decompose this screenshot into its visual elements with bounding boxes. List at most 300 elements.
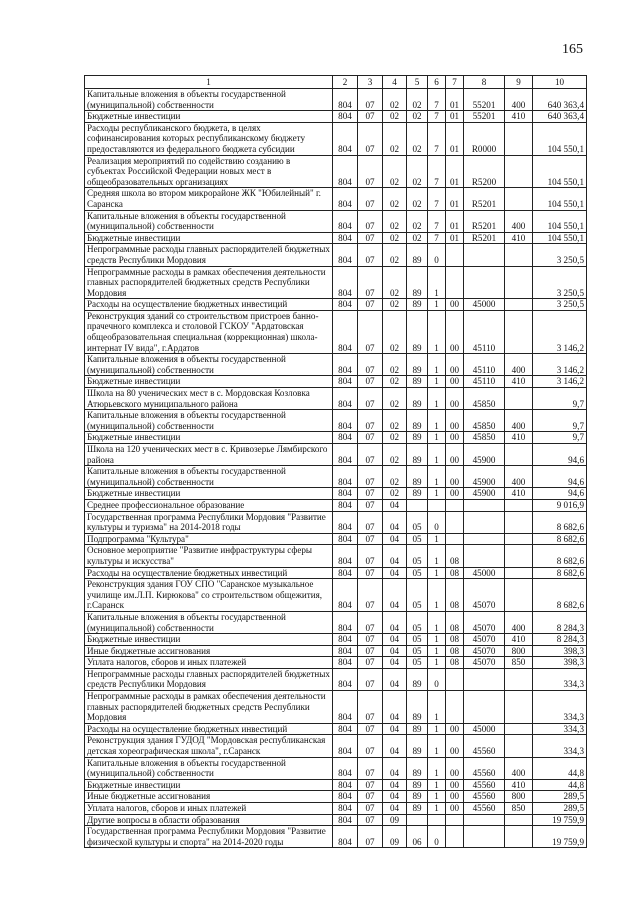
row-amount: 44,8 xyxy=(533,757,587,779)
row-code: 89 xyxy=(407,266,428,299)
table-row xyxy=(85,567,587,579)
row-code: 00 xyxy=(446,757,464,779)
row-code: 05 xyxy=(407,545,428,567)
row-description: Непрограммные расходы в рамках обеспечения деятельности главных распорядителей бюджетных средств Республики Мордовия xyxy=(85,266,333,299)
row-code: 02 xyxy=(383,244,407,266)
row-code: 07 xyxy=(358,611,383,633)
row-code: 804 xyxy=(333,432,358,444)
row-code: 07 xyxy=(358,388,383,410)
row-code: 45560 xyxy=(464,779,505,791)
row-code xyxy=(505,567,533,579)
row-code: 1 xyxy=(428,432,446,444)
row-description: Школа на 80 ученических мест в с. Мордовская Козловка Атюрьевского муниципального района xyxy=(85,388,333,410)
row-code: 00 xyxy=(446,791,464,803)
row-code: 410 xyxy=(505,488,533,500)
row-code: 89 xyxy=(407,466,428,488)
row-code: 804 xyxy=(333,376,358,388)
row-code: 7 xyxy=(428,155,446,188)
row-amount: 104 550,1 xyxy=(533,188,587,210)
row-code: 04 xyxy=(383,791,407,803)
row-description: Средняя школа во втором микрорайоне ЖК "Юбилейный" г. Саранска xyxy=(85,188,333,210)
row-code: 01 xyxy=(446,210,464,232)
row-code xyxy=(446,244,464,266)
row-code: 1 xyxy=(428,376,446,388)
row-code xyxy=(505,310,533,353)
row-code xyxy=(464,499,505,511)
row-code: 07 xyxy=(358,89,383,111)
row-amount: 9,7 xyxy=(533,410,587,432)
row-code xyxy=(428,499,446,511)
row-code: 02 xyxy=(383,111,407,123)
row-code: 07 xyxy=(358,511,383,533)
row-code: 1 xyxy=(428,266,446,299)
row-code: 89 xyxy=(407,410,428,432)
row-code: 00 xyxy=(446,488,464,500)
row-code: 7 xyxy=(428,89,446,111)
row-code: 00 xyxy=(446,735,464,757)
table-row xyxy=(85,244,587,266)
row-description: Бюджетные инвестиции xyxy=(85,634,333,646)
row-amount: 94,6 xyxy=(533,444,587,466)
row-amount: 334,3 xyxy=(533,691,587,724)
row-code: 04 xyxy=(383,545,407,567)
row-description: Расходы на осуществление бюджетных инвестиций xyxy=(85,299,333,311)
row-code: 804 xyxy=(333,511,358,533)
row-code: R5201 xyxy=(464,232,505,244)
row-code: 1 xyxy=(428,645,446,657)
table-row xyxy=(85,499,587,511)
row-code: 1 xyxy=(428,410,446,432)
row-code: 04 xyxy=(383,579,407,612)
row-code xyxy=(505,533,533,545)
row-amount: 334,3 xyxy=(533,723,587,735)
table-row xyxy=(85,814,587,826)
row-code: 1 xyxy=(428,779,446,791)
row-code: 45560 xyxy=(464,757,505,779)
row-code: 02 xyxy=(383,210,407,232)
row-description: Непрограммные расходы главных распорядителей бюджетных средств Республики Мордовия xyxy=(85,668,333,690)
row-code: 804 xyxy=(333,444,358,466)
row-code: 400 xyxy=(505,89,533,111)
row-code: 804 xyxy=(333,488,358,500)
row-code: 804 xyxy=(333,188,358,210)
row-code xyxy=(446,499,464,511)
row-code: 850 xyxy=(505,803,533,815)
row-code: 02 xyxy=(383,89,407,111)
col-header: 8 xyxy=(464,76,505,89)
row-description: Капитальные вложения в объекты государственной (муниципальной) собственности xyxy=(85,89,333,111)
row-code: 08 xyxy=(446,545,464,567)
row-code: 07 xyxy=(358,826,383,848)
row-code: 07 xyxy=(358,814,383,826)
row-code: 02 xyxy=(383,266,407,299)
table-row xyxy=(85,444,587,466)
row-code: 804 xyxy=(333,354,358,376)
row-code: R0000 xyxy=(464,122,505,155)
row-code: 400 xyxy=(505,611,533,633)
row-code xyxy=(446,814,464,826)
row-code: 89 xyxy=(407,691,428,724)
col-header: 3 xyxy=(358,76,383,89)
row-code: 804 xyxy=(333,779,358,791)
row-code: 410 xyxy=(505,376,533,388)
row-code xyxy=(505,266,533,299)
table-row xyxy=(85,376,587,388)
row-code: 01 xyxy=(446,188,464,210)
row-code xyxy=(505,691,533,724)
row-code: 804 xyxy=(333,668,358,690)
row-code: 07 xyxy=(358,122,383,155)
row-code: 1 xyxy=(428,723,446,735)
row-description: Реализация мероприятий по содействию созданию в субъектах Российской Федерации новых мест в общеобразовательных организациях xyxy=(85,155,333,188)
row-code: 1 xyxy=(428,466,446,488)
row-code: 07 xyxy=(358,567,383,579)
row-code: 89 xyxy=(407,488,428,500)
row-code: 89 xyxy=(407,779,428,791)
row-code xyxy=(464,826,505,848)
row-code: 02 xyxy=(383,354,407,376)
table-row xyxy=(85,111,587,123)
row-code: 02 xyxy=(383,432,407,444)
row-code: 89 xyxy=(407,757,428,779)
row-code: 7 xyxy=(428,122,446,155)
row-code xyxy=(464,691,505,724)
row-code: 07 xyxy=(358,210,383,232)
row-code: 02 xyxy=(383,488,407,500)
row-description: Основное мероприятие "Развитие инфраструктуры сферы культуры и искусства" xyxy=(85,545,333,567)
row-code: 1 xyxy=(428,488,446,500)
col-header: 10 xyxy=(533,76,587,89)
row-code xyxy=(428,814,446,826)
row-amount: 398,3 xyxy=(533,645,587,657)
row-amount: 334,3 xyxy=(533,735,587,757)
row-code: 1 xyxy=(428,310,446,353)
row-code: 04 xyxy=(383,735,407,757)
row-code: 07 xyxy=(358,232,383,244)
row-code: 08 xyxy=(446,611,464,633)
table-row xyxy=(85,791,587,803)
row-code: 800 xyxy=(505,645,533,657)
row-code: 02 xyxy=(407,111,428,123)
row-code: 00 xyxy=(446,779,464,791)
row-code: 45560 xyxy=(464,803,505,815)
row-code xyxy=(446,691,464,724)
row-code xyxy=(505,444,533,466)
row-code: 45900 xyxy=(464,466,505,488)
row-code: 07 xyxy=(358,803,383,815)
row-code: 08 xyxy=(446,634,464,646)
table-row xyxy=(85,757,587,779)
row-code: 804 xyxy=(333,244,358,266)
row-code xyxy=(505,122,533,155)
row-description: Капитальные вложения в объекты государственной (муниципальной) собственности xyxy=(85,210,333,232)
row-code: 410 xyxy=(505,634,533,646)
row-code: 02 xyxy=(383,376,407,388)
row-code: 02 xyxy=(383,299,407,311)
row-code: 1 xyxy=(428,567,446,579)
row-code: 89 xyxy=(407,803,428,815)
row-code xyxy=(446,668,464,690)
row-amount: 640 363,4 xyxy=(533,111,587,123)
row-amount: 3 250,5 xyxy=(533,266,587,299)
row-code: 07 xyxy=(358,432,383,444)
row-code: 04 xyxy=(383,645,407,657)
row-code: 804 xyxy=(333,645,358,657)
row-code: 45070 xyxy=(464,611,505,633)
table-row xyxy=(85,691,587,724)
table-row xyxy=(85,210,587,232)
row-amount: 8 682,6 xyxy=(533,533,587,545)
row-code: 07 xyxy=(358,376,383,388)
table-row xyxy=(85,388,587,410)
row-code: 1 xyxy=(428,388,446,410)
row-code: 00 xyxy=(446,723,464,735)
row-code: 45110 xyxy=(464,310,505,353)
row-code xyxy=(446,533,464,545)
row-code: 00 xyxy=(446,299,464,311)
table-row xyxy=(85,533,587,545)
row-code: 0 xyxy=(428,511,446,533)
row-code: 07 xyxy=(358,155,383,188)
row-description: Реконструкция зданий со строительством пристроев банно-прачечного комплекса и столовой ГСКОУ "Ардатовская общеобразовательная специальная (коррекционная) школа-интернат IV вида", г.Ардатов xyxy=(85,310,333,353)
row-code: 07 xyxy=(358,691,383,724)
row-code: 05 xyxy=(407,645,428,657)
row-amount: 9 016,9 xyxy=(533,499,587,511)
row-code: 804 xyxy=(333,499,358,511)
row-description: Капитальные вложения в объекты государственной (муниципальной) собственности xyxy=(85,354,333,376)
row-code: 07 xyxy=(358,111,383,123)
row-code: 07 xyxy=(358,579,383,612)
row-code xyxy=(505,188,533,210)
row-code: 00 xyxy=(446,432,464,444)
row-code: 07 xyxy=(358,310,383,353)
row-code: 1 xyxy=(428,757,446,779)
row-code: 89 xyxy=(407,244,428,266)
row-code: R5201 xyxy=(464,188,505,210)
row-code: 410 xyxy=(505,779,533,791)
table-row xyxy=(85,579,587,612)
row-code: 89 xyxy=(407,791,428,803)
row-description: Бюджетные инвестиции xyxy=(85,111,333,123)
table-row xyxy=(85,155,587,188)
table-row xyxy=(85,803,587,815)
row-code: 08 xyxy=(446,657,464,669)
row-code: 1 xyxy=(428,611,446,633)
row-code: 804 xyxy=(333,723,358,735)
table-row xyxy=(85,310,587,353)
row-code: 05 xyxy=(407,567,428,579)
row-code: 06 xyxy=(407,826,428,848)
row-code: 89 xyxy=(407,735,428,757)
row-code: 804 xyxy=(333,567,358,579)
row-amount: 94,6 xyxy=(533,488,587,500)
table-row xyxy=(85,668,587,690)
table-row xyxy=(85,611,587,633)
row-code: 45900 xyxy=(464,444,505,466)
row-amount: 104 550,1 xyxy=(533,232,587,244)
row-code xyxy=(464,244,505,266)
row-description: Бюджетные инвестиции xyxy=(85,779,333,791)
row-amount: 9,7 xyxy=(533,432,587,444)
table-body xyxy=(85,89,587,848)
page-number: 165 xyxy=(562,42,583,57)
row-code: 804 xyxy=(333,466,358,488)
row-code: 89 xyxy=(407,444,428,466)
row-code: 02 xyxy=(383,232,407,244)
row-code: 1 xyxy=(428,444,446,466)
row-description: Государственная программа Республики Мордовия "Развитие физической культуры и спорта" на 2014-2020 годы xyxy=(85,826,333,848)
row-code xyxy=(464,668,505,690)
row-code: 804 xyxy=(333,579,358,612)
row-code: 01 xyxy=(446,111,464,123)
row-code: 1 xyxy=(428,691,446,724)
row-description: Иные бюджетные ассигнования xyxy=(85,645,333,657)
row-code: 804 xyxy=(333,814,358,826)
row-code: 07 xyxy=(358,188,383,210)
row-code: 804 xyxy=(333,757,358,779)
row-code: 07 xyxy=(358,354,383,376)
row-code: 07 xyxy=(358,668,383,690)
row-code: 804 xyxy=(333,310,358,353)
table-row xyxy=(85,410,587,432)
row-code: 804 xyxy=(333,657,358,669)
row-code: 7 xyxy=(428,210,446,232)
row-code: 04 xyxy=(383,611,407,633)
row-code: 1 xyxy=(428,791,446,803)
row-code: 804 xyxy=(333,791,358,803)
row-code: 07 xyxy=(358,444,383,466)
row-code: 7 xyxy=(428,232,446,244)
row-code: 00 xyxy=(446,803,464,815)
row-code: 804 xyxy=(333,826,358,848)
row-amount: 289,5 xyxy=(533,791,587,803)
row-code: 804 xyxy=(333,89,358,111)
row-code xyxy=(505,545,533,567)
row-code: 89 xyxy=(407,354,428,376)
row-code: 02 xyxy=(383,188,407,210)
row-code: 02 xyxy=(383,122,407,155)
row-code: 05 xyxy=(407,657,428,669)
row-code xyxy=(407,499,428,511)
row-amount: 3 146,2 xyxy=(533,310,587,353)
row-description: Среднее профессиональное образование xyxy=(85,499,333,511)
table-row xyxy=(85,657,587,669)
row-code: 7 xyxy=(428,188,446,210)
row-code: 0 xyxy=(428,244,446,266)
row-description: Непрограммные расходы главных распорядителей бюджетных средств Республики Мордовия xyxy=(85,244,333,266)
row-code: 00 xyxy=(446,376,464,388)
row-code xyxy=(505,723,533,735)
table-row xyxy=(85,511,587,533)
row-code: 07 xyxy=(358,723,383,735)
row-code: 410 xyxy=(505,432,533,444)
table-row xyxy=(85,826,587,848)
col-header: 5 xyxy=(407,76,428,89)
row-code xyxy=(505,244,533,266)
row-code: 07 xyxy=(358,466,383,488)
row-code: 07 xyxy=(358,645,383,657)
row-code: 08 xyxy=(446,567,464,579)
row-code: 1 xyxy=(428,299,446,311)
row-code: 89 xyxy=(407,388,428,410)
row-code: 45850 xyxy=(464,388,505,410)
row-description: Капитальные вложения в объекты государственной (муниципальной) собственности xyxy=(85,410,333,432)
table-row xyxy=(85,634,587,646)
row-code: 45070 xyxy=(464,579,505,612)
row-description: Реконструкция здания ГОУ СПО "Саранское музыкальное училище им.Л.П. Кирюкова" со строительством общежития, г.Саранск xyxy=(85,579,333,612)
row-code: 04 xyxy=(383,668,407,690)
row-code: 800 xyxy=(505,791,533,803)
table-header-row xyxy=(85,76,587,89)
row-code xyxy=(446,511,464,533)
table-row xyxy=(85,188,587,210)
row-code: 05 xyxy=(407,579,428,612)
row-code: 89 xyxy=(407,299,428,311)
row-code: 05 xyxy=(407,611,428,633)
row-description: Расходы на осуществление бюджетных инвестиций xyxy=(85,567,333,579)
row-code: 400 xyxy=(505,466,533,488)
col-header: 6 xyxy=(428,76,446,89)
row-code: 07 xyxy=(358,299,383,311)
row-description: Расходы республиканского бюджета, в целях софинансирования которых республиканскому бюджету предоставляются из федерального бюджета субсидии xyxy=(85,122,333,155)
row-description: Расходы на осуществление бюджетных инвестиций xyxy=(85,723,333,735)
row-code: 07 xyxy=(358,634,383,646)
row-code: 45560 xyxy=(464,791,505,803)
row-code: 07 xyxy=(358,533,383,545)
row-description: Капитальные вложения в объекты государственной (муниципальной) собственности xyxy=(85,466,333,488)
row-code: 45070 xyxy=(464,645,505,657)
row-code: 1 xyxy=(428,803,446,815)
row-description: Бюджетные инвестиции xyxy=(85,376,333,388)
row-code xyxy=(446,266,464,299)
row-code: 04 xyxy=(383,533,407,545)
row-code: 00 xyxy=(446,466,464,488)
table-row xyxy=(85,266,587,299)
row-code: 00 xyxy=(446,444,464,466)
row-code: 400 xyxy=(505,757,533,779)
row-code: 04 xyxy=(383,567,407,579)
row-code: 0 xyxy=(428,826,446,848)
row-description: Непрограммные расходы в рамках обеспечения деятельности главных распорядителей бюджетных средств Республики Мордовия xyxy=(85,691,333,724)
row-code: 400 xyxy=(505,210,533,232)
row-code: 0 xyxy=(428,668,446,690)
row-amount: 19 759,9 xyxy=(533,814,587,826)
row-code: 05 xyxy=(407,511,428,533)
col-header: 4 xyxy=(383,76,407,89)
row-code: 07 xyxy=(358,779,383,791)
row-code: 804 xyxy=(333,545,358,567)
row-code xyxy=(505,735,533,757)
table-row xyxy=(85,488,587,500)
row-code: 45850 xyxy=(464,432,505,444)
row-code: 07 xyxy=(358,545,383,567)
row-code: 07 xyxy=(358,266,383,299)
row-code: 7 xyxy=(428,111,446,123)
row-code: 09 xyxy=(383,814,407,826)
row-amount: 44,8 xyxy=(533,779,587,791)
row-code: 02 xyxy=(407,155,428,188)
row-code: 08 xyxy=(446,645,464,657)
row-code: 02 xyxy=(383,410,407,432)
row-description: Капитальные вложения в объекты государственной (муниципальной) собственности xyxy=(85,757,333,779)
row-code: 04 xyxy=(383,499,407,511)
row-code: 02 xyxy=(383,388,407,410)
col-header: 2 xyxy=(333,76,358,89)
row-code: 850 xyxy=(505,657,533,669)
row-amount: 94,6 xyxy=(533,466,587,488)
row-code: 804 xyxy=(333,299,358,311)
row-code: 89 xyxy=(407,432,428,444)
